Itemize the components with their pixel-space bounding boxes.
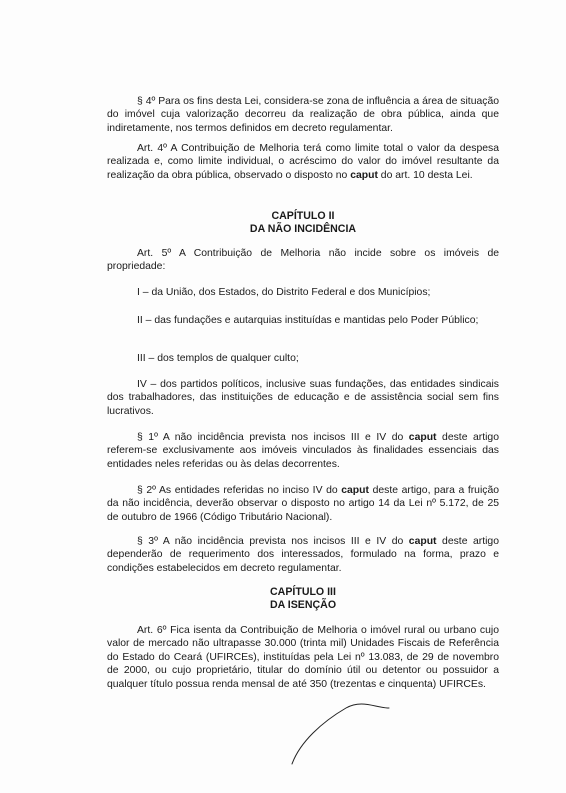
chapter-title: DA NÃO INCIDÊNCIA — [249, 223, 357, 236]
paragraph-text: deste artigo, para a fruição da não incidência, deverão observar o disposto no artigo 14 da Lei nº 5.172, de 25 de outubro de 1966 (Código Tributário Nacional). — [107, 485, 500, 523]
paragraph-text: § 3º A não incidência prevista nos incisos III e IV do — [137, 536, 409, 547]
paragraph-text: III – dos templos de qualquer culto; — [137, 353, 299, 364]
chapter-heading-2 — [107, 210, 499, 237]
paragraph-art5-par1 — [107, 431, 499, 471]
paragraph-text: § 4º Para os fins desta Lei, considera-se zona de influência a área de situação do imóvel cuja valorização decorreu da realização de obra pública, ainda que indiretamente, nos termos definidos em decreto regulamentar. — [107, 96, 499, 134]
paragraph-text: § 2º As entidades referidas no inciso IV do — [137, 485, 342, 496]
paragraph-text: Art. 5º A Contribuição de Melhoria não incide sobre os imóveis de propriedade: — [107, 248, 499, 273]
chapter-number: CAPÍTULO III — [270, 586, 336, 598]
caput-term: caput — [408, 536, 437, 547]
paragraph-inciso-3 — [107, 352, 499, 365]
chapter-number: CAPÍTULO II — [271, 210, 335, 222]
paragraph-inciso-4 — [107, 378, 499, 418]
chapter-heading-3 — [107, 586, 499, 613]
paragraph-text: Art. 6º Fica isenta da Contribuição de Melhoria o imóvel rural ou urbano cujo valor de mercado não ultrapasse 30.000 (trinta mil) Unidades Fiscais de Referência do Estado do Ceará (UFIRCEs), instituídas pela Lei nº 13.083, de 29 de novembro de 2000, ou cujo proprietário, titular do domínio útil ou detentor ou possuidor a qualquer título possua renda mensal de até 350 (trezentas e cinquenta) UFIRCEs. — [107, 625, 499, 690]
paragraph-art6 — [107, 624, 499, 691]
chapter-title: DA ISENÇÃO — [269, 599, 337, 612]
caput-term: caput — [350, 169, 378, 181]
paragraph-text: § 1º A não incidência prevista nos incisos III e IV do — [137, 432, 409, 443]
paragraph-text: I – da União, dos Estados, do Distrito Federal e dos Municípios; — [137, 287, 431, 298]
paragraph-text: deste artigo dependerão de requerimento dos interessados, formulado na forma, prazo e condições estabelecidos em decreto regulamentar. — [107, 536, 499, 574]
paragraph-art3-par4 — [107, 95, 499, 135]
paragraph-art5-par3 — [107, 535, 499, 575]
paragraph-inciso-1 — [107, 286, 499, 299]
paragraph-art5-par2 — [107, 484, 499, 524]
paragraph-text: do art. 10 desta Lei. — [377, 169, 473, 181]
paragraph-text: IV – dos partidos políticos, inclusive suas fundações, das entidades sindicais dos trabalhadores, das instituições de educação e de assistência social sem fins lucrativos. — [107, 379, 499, 417]
paragraph-art5 — [107, 247, 499, 274]
paragraph-art4 — [107, 142, 499, 182]
paragraph-inciso-2 — [107, 314, 499, 327]
paragraph-text: deste artigo referem-se exclusivamente aos imóveis vinculados às finalidades essenciais das entidades neles referidas ou às delas decorrentes. — [107, 432, 499, 470]
paragraph-text: II – das fundações e autarquias instituídas e mantidas pelo Poder Público; — [137, 315, 479, 326]
caput-term: caput — [408, 432, 437, 443]
paragraph-text: Art. 4º A Contribuição de Melhoria terá como limite total o valor da despesa realizada e, como limite individual, o acréscimo do valor do imóvel resultante da realização da obra pública, observado o disposto no — [107, 143, 499, 181]
caput-term: caput — [341, 485, 369, 496]
